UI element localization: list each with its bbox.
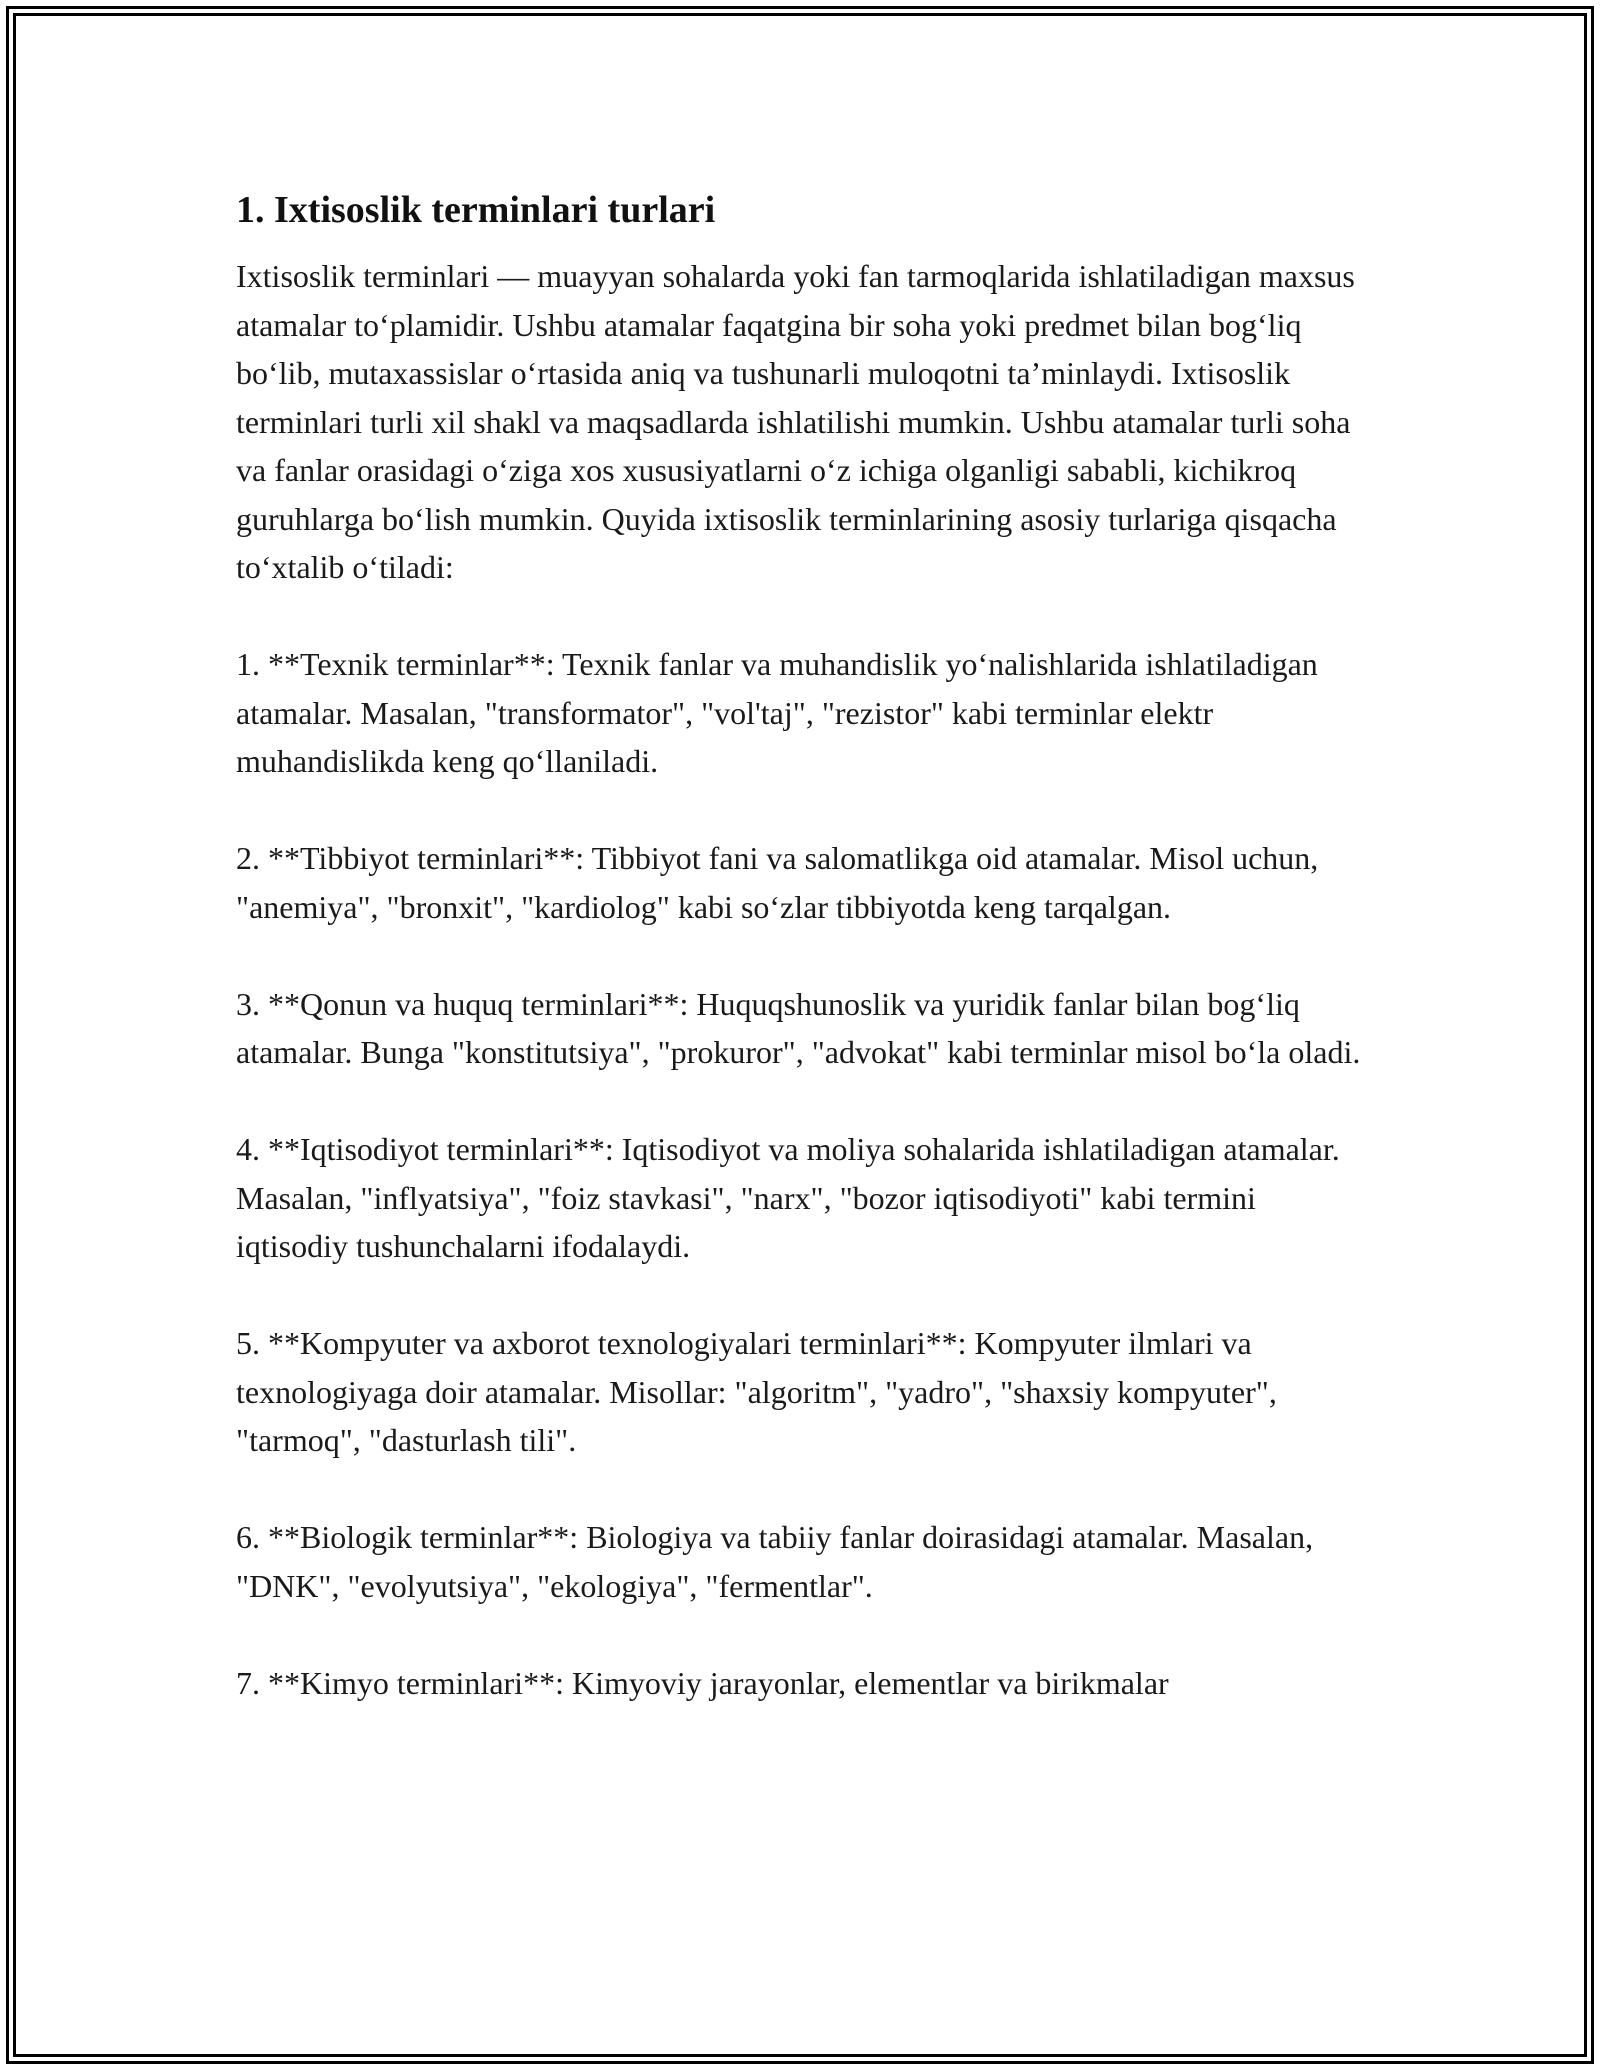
section-heading: 1. Ixtisoslik terminlari turlari bbox=[236, 189, 716, 231]
document-body bbox=[236, 186, 1366, 1707]
list-item-legal: 3. **Qonun va huquq terminlari**: Huquqshunoslik va yuridik fanlar bilan bog‘liq atamalar. Bunga "konstitutsiya", "prokuror", "advokat" kabi terminlar misol bo‘la oladi. bbox=[236, 985, 1361, 1070]
list-item-economic: 4. **Iqtisodiyot terminlari**: Iqtisodiyot va moliya sohalarida ishlatiladigan atamalar. Masalan, "inflyatsiya", "foiz stavkasi", "narx", "bozor iqtisodiyoti" kabi termini iqtisodiy tushunchalarni ifodalaydi. bbox=[236, 1131, 1340, 1264]
list-item-medical: 2. **Tibbiyot terminlari**: Tibbiyot fani va salomatlikga oid atamalar. Misol uchun, "anemiya", "bronxit", "kardiolog" kabi so‘zlar tibbiyotda keng tarqalgan. bbox=[236, 840, 1319, 925]
list-item-chemistry: 7. **Kimyo terminlari**: Kimyoviy jarayonlar, elementlar va birikmalar bbox=[236, 1664, 1169, 1701]
intro-paragraph: Ixtisoslik terminlari — muayyan sohalarda yoki fan tarmoqlarida ishlatiladigan maxsus atamalar to‘plamidir. Ushbu atamalar faqatgina bir soha yoki predmet bilan bog‘liq bo‘lib, mutaxassislar o‘rtasida aniq va tushunarli muloqotni ta’minlaydi. Ixtisoslik terminlari turli xil shakl va maqsadlarda ishlatilishi mumkin. Ushbu atamalar turli soha va fanlar orasidagi o‘ziga xos xususiyatlarni o‘z ichiga olganligi sababli, kichikroq guruhlarga bo‘lish mumkin. Quyida ixtisoslik terminlarining asosiy turlariga qisqacha to‘xtalib o‘tiladi: bbox=[236, 258, 1355, 585]
list-item-biological: 6. **Biologik terminlar**: Biologiya va tabiiy fanlar doirasidagi atamalar. Masalan, "DNK", "evolyutsiya", "ekologiya", "fermentlar". bbox=[236, 1519, 1314, 1604]
list-item-technical: 1. **Texnik terminlar**: Texnik fanlar va muhandislik yo‘nalishlarida ishlatiladigan atamalar. Masalan, "transformator", "vol'taj", "rezistor" kabi terminlar elektr muhandislikda keng qo‘llaniladi. bbox=[236, 646, 1318, 779]
list-item-computer: 5. **Kompyuter va axborot texnologiyalari terminlari**: Kompyuter ilmlari va texnologiyaga doir atamalar. Misollar: "algoritm", "yadro", "shaxsiy kompyuter", "tarmoq", "dasturlash tili". bbox=[236, 1325, 1277, 1458]
